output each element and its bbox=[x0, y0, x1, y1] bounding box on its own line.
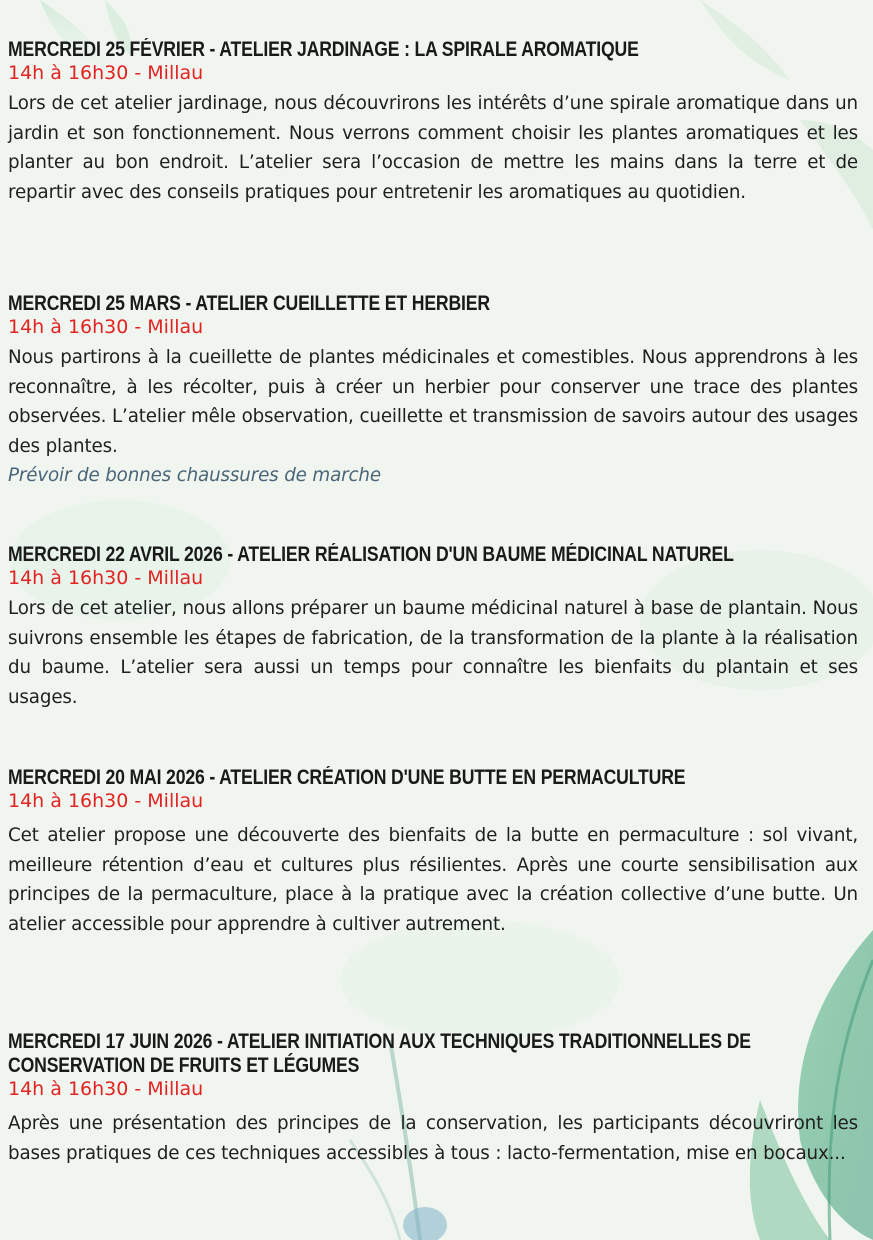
event-2 bbox=[8, 292, 858, 491]
event-1-description: Lors de cet atelier jardinage, nous découvrirons les intérêts d’une spirale aromatique dans un jardin et son fonctionnement. Nous verrons comment choisir les plantes aromatiques et les planter au bon endroit. L’atelier sera l’occasion de mettre les mains dans la terre et de repartir avec des conseils pratiques pour entretenir les aromatiques au quotidien. bbox=[8, 93, 858, 203]
event-2-title: MERCREDI 25 MARS - ATELIER CUEILLETTE ET HERBIER bbox=[8, 292, 490, 315]
event-3-time: 14h à 16h30 - Millau bbox=[8, 567, 204, 589]
event-4 bbox=[8, 766, 858, 939]
event-1 bbox=[8, 38, 858, 207]
event-5-title: MERCREDI 17 JUIN 2026 - ATELIER INITIATION AUX TECHNIQUES TRADITIONNELLES DE CONSERVATION DE FRUITS ET LÉGUMES bbox=[8, 1030, 751, 1077]
event-2-time: 14h à 16h30 - Millau bbox=[8, 316, 204, 338]
event-2-note: Prévoir de bonnes chaussures de marche bbox=[8, 465, 381, 486]
event-4-title: MERCREDI 20 MAI 2026 - ATELIER CRÉATION D'UNE BUTTE EN PERMACULTURE bbox=[8, 766, 686, 789]
event-1-title: MERCREDI 25 FÉVRIER - ATELIER JARDINAGE : LA SPIRALE AROMATIQUE bbox=[8, 38, 639, 61]
event-5 bbox=[8, 1030, 858, 1168]
event-3-title: MERCREDI 22 AVRIL 2026 - ATELIER RÉALISATION D'UN BAUME MÉDICINAL NATUREL bbox=[8, 543, 734, 566]
event-4-description: Cet atelier propose une découverte des bienfaits de la butte en permaculture : sol vivant, meilleure rétention d’eau et cultures plus résilientes. Après une courte sensibilisation aux principes de la permaculture, place à la pratique avec la création collective d’une butte. Un atelier accessible pour apprendre à cultiver autrement. bbox=[8, 825, 858, 935]
event-1-time: 14h à 16h30 - Millau bbox=[8, 62, 204, 84]
event-4-time: 14h à 16h30 - Millau bbox=[8, 790, 204, 812]
event-3-description: Lors de cet atelier, nous allons préparer un baume médicinal naturel à base de plantain. Nous suivrons ensemble les étapes de fabrication, de la transformation de la plante à la réalisation du baume. L’atelier sera aussi un temps pour connaître les bienfaits du plantain et ses usages. bbox=[8, 598, 858, 708]
event-5-description: Après une présentation des principes de la conservation, les participants découvriront les bases pratiques de ces techniques accessibles à tous : lacto-fermentation, mise en bocaux... bbox=[8, 1113, 858, 1164]
event-3 bbox=[8, 543, 858, 712]
event-5-time: 14h à 16h30 - Millau bbox=[8, 1078, 204, 1100]
event-2-description: Nous partirons à la cueillette de plantes médicinales et comestibles. Nous apprendrons à les reconnaître, à les récolter, puis à créer un herbier pour conserver une trace des plantes observées. L’atelier mêle observation, cueillette et transmission de savoirs autour des usages des plantes. bbox=[8, 347, 858, 457]
